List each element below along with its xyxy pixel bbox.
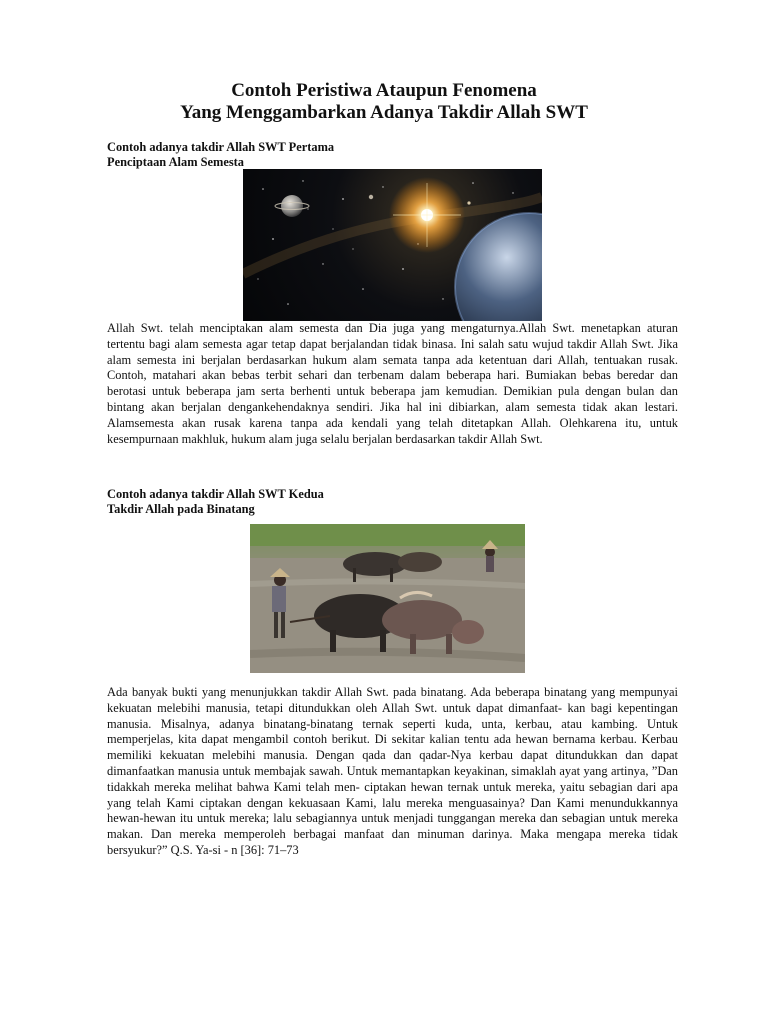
universe-image (243, 169, 542, 321)
section-1-heading (107, 140, 667, 170)
section-2-paragraph: Ada banyak bukti yang menunjukkan takdir Allah Swt. pada binatang. Ada beberapa binatang yang mempunyai kekuatan melebihi manusia, tetapi ditundukkan oleh Allah Swt. untuk dapat dimanfaat- kan bagi kepentingan manusia. Misalnya, adanya binatang-binatang ternak seperti kuda, unta, kerbau, atau kambing. Untuk memperjelas, kita dapat mengambil contoh berikut. Di sekitar kalian tentu ada hewan bernama kerbau. Kerbau memiliki kekuatan melebihi manusia. Dengan qada dan qadar-Nya kerbau dapat ditundukkan dan dapat dimanfaatkan manusia untuk membajak sawah. Untuk memantapkan keyakinan, simaklah ayat yang artinya, ”Dan tidakkah mereka melihat bahwa Kami telah men- ciptakan hewan ternak untuk mereka, yaitu sebagian dari apa yang telah Kami ciptakan dengan kekuasaan Kami, lalu mereka menguasainya? Dan Kami menundukkannya hewan-hewan itu untuk mereka; lalu sebagiannya untuk menjadi tunggangan mereka dan sebagian untuk mereka makan. Dan mereka memperoleh berbagai manfaat dan minuman darinya. Maka mengapa mereka tidak bersyukur?” Q.S. Ya-si - n [36]: 71–73 (107, 685, 678, 857)
section-1-heading-line-2: Penciptaan Alam Semesta (107, 155, 244, 169)
page-title (0, 80, 768, 124)
section-2-heading-line-2: Takdir Allah pada Binatang (107, 502, 255, 516)
title-line-2: Yang Menggambarkan Adanya Takdir Allah SWT (180, 102, 588, 123)
section-1-paragraph: Allah Swt. telah menciptakan alam semesta dan Dia juga yang mengaturnya.Allah Swt. menetapkan aturan tertentu bagi alam semesta agar tetap dapat berjalandan tidak binasa. Ini salah satu wujud takdir Allah Swt. Jika alam semesta ini berjalan berdasarkan hukum alam semata tanpa ada ketentuan dari Allah, tentuakan rusak. Contoh, matahari akan bebas terbit sehari dan terbenam dalam beberapa hari. Bumiakan bebas beredar dan berotasi untuk beberapa jam serta berhenti untuk beberapa jam kemudian. Demikian pula dengan bulan dan bintang akan berjalan dengankehendaknya sendiri. Jika hal ini dibiarkan, alam semesta tidak akan lestari. Alamsemesta akan rusak karena tanpa ada kendali yang telah ditetapkan Allah. Olehkarena itu, untuk kesempurnaan makhluk, hukum alam juga selalu berjalan berdasarkan takdir Allah Swt. (107, 321, 678, 446)
section-2-heading (107, 487, 667, 517)
section-2-heading-line-1: Contoh adanya takdir Allah SWT Kedua (107, 487, 324, 501)
buffalo-plowing-image (250, 524, 525, 673)
universe-illustration (243, 169, 542, 321)
section-1-heading-line-1: Contoh adanya takdir Allah SWT Pertama (107, 140, 335, 154)
buffalo-plowing-illustration (250, 524, 525, 673)
title-line-1: Contoh Peristiwa Ataupun Fenomena (231, 80, 537, 101)
